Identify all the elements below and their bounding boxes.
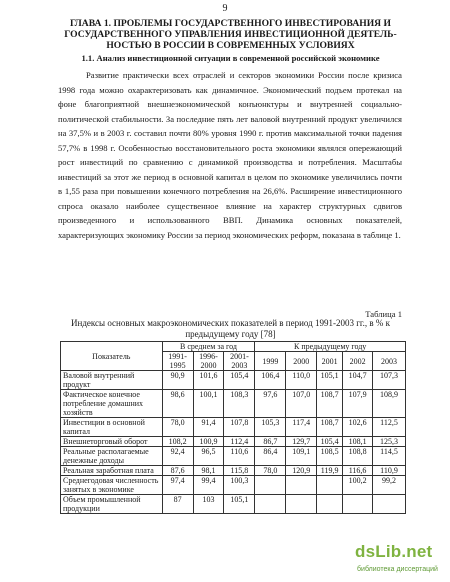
table-cell: 98,1	[193, 466, 224, 476]
header-period: 2001-2003	[224, 352, 255, 371]
row-label: Реальная заработная плата	[61, 466, 163, 476]
table-cell: 87	[162, 495, 193, 514]
row-label: Фактическое конечное потребление домашних хозяйств	[61, 390, 163, 418]
header-year: 2001	[317, 352, 343, 371]
table-cell: 108,8	[343, 447, 373, 466]
header-year: 1999	[255, 352, 286, 371]
table-cell	[317, 495, 343, 514]
table-cell: 92,4	[162, 447, 193, 466]
row-label: Валовой внутренний продукт	[61, 371, 163, 390]
table-cell: 91,4	[193, 418, 224, 437]
table-row	[61, 390, 406, 418]
table-cell: 86,7	[255, 437, 286, 447]
table-cell: 115,8	[224, 466, 255, 476]
table-cell	[343, 495, 373, 514]
header-group-previous: К предыдущему году	[255, 342, 406, 352]
table-cell: 87,6	[162, 466, 193, 476]
table-cell: 102,6	[343, 418, 373, 437]
table-cell: 108,7	[317, 418, 343, 437]
table-cell: 100,3	[224, 476, 255, 495]
table-cell	[286, 495, 317, 514]
table-cell: 90,9	[162, 371, 193, 390]
table-body	[61, 371, 406, 514]
table-cell: 112,4	[224, 437, 255, 447]
table-cell: 108,9	[373, 390, 406, 418]
chapter-title: ГЛАВА 1. ПРОБЛЕМЫ ГОСУДАРСТВЕННОГО ИНВЕСТИРОВАНИЯ И ГОСУДАРСТВЕННОГО УПРАВЛЕНИЯ ИНВЕСТИЦИОННОЙ ДЕЯТЕЛЬ-НОСТЬЮ В РОССИИ В СОВРЕМЕННЫХ УСЛОВИЯХ	[64, 18, 397, 51]
page-number: 9	[222, 3, 228, 14]
header-group-average: В среднем за год	[162, 342, 255, 352]
table-row	[61, 418, 406, 437]
table-cell: 104,7	[343, 371, 373, 390]
table-cell: 119,9	[317, 466, 343, 476]
table-cell	[317, 476, 343, 495]
table-row	[61, 495, 406, 514]
watermark-subtitle: библиотека диссертаций	[357, 566, 438, 573]
table-cell: 105,4	[224, 371, 255, 390]
table-cell: 105,3	[255, 418, 286, 437]
header-period: 1991-1995	[162, 352, 193, 371]
table-row	[61, 447, 406, 466]
table-cell: 97,4	[162, 476, 193, 495]
table-cell	[255, 495, 286, 514]
table-cell	[373, 495, 406, 514]
table-cell: 99,4	[193, 476, 224, 495]
table-cell: 103	[193, 495, 224, 514]
table-cell: 129,7	[286, 437, 317, 447]
paragraph: Развитие практически всех отраслей и секторов экономики России после кризиса 1998 года можно охарактеризовать как динамичное. Экономический подъем протекал на фоне благоприятной внешнеэкономической конъюнктуры и внутренней социально-политической стабильности. За последние пять лет валовой внутренний продукт увеличился на 37,5% и в 2003 г. составил почти 80% уровня 1990 г. против максимальной точки падения 57,7% в 1998 г. Особенностью восстановительного роста экономики являлся опережающий рост инвестиций по сравнению с динамикой производства и потребления. Масштабы инвестиций за этот же период в основной капитал в целом по экономике увеличились почти в 1,55 раза при повышении конечного потребления на 26,6%. Расширение инвестиционного спроса оказало наиболее существенное влияние на характер структурных сдвигов произведенного и использованного ВВП. Динамика основных показателей, характеризующих экономику России за период экономических реформ, показана в таблице 1.	[58, 70, 402, 240]
table-cell: 105,4	[317, 437, 343, 447]
table-cell: 107,8	[224, 418, 255, 437]
table-cell: 114,5	[373, 447, 406, 466]
table-cell: 110,6	[224, 447, 255, 466]
table-cell: 78,0	[162, 418, 193, 437]
table-cell: 100,1	[193, 390, 224, 418]
table-cell: 99,2	[373, 476, 406, 495]
table-cell: 108,1	[343, 437, 373, 447]
watermark	[345, 542, 450, 582]
table-cell: 98,6	[162, 390, 193, 418]
header-year: 2000	[286, 352, 317, 371]
header-year: 2003	[373, 352, 406, 371]
header-year: 2002	[343, 352, 373, 371]
table-cell: 107,3	[373, 371, 406, 390]
table-cell: 105,1	[224, 495, 255, 514]
row-label: Среднегодовая численность занятых в экономике	[61, 476, 163, 495]
table-cell: 110,9	[373, 466, 406, 476]
table-cell: 100,2	[343, 476, 373, 495]
row-label: Объем промышленной продукции	[61, 495, 163, 514]
table-cell: 120,9	[286, 466, 317, 476]
header-indicator: Показатель	[61, 342, 163, 371]
table-row	[61, 437, 406, 447]
table-cell: 108,2	[162, 437, 193, 447]
table-cell: 108,5	[317, 447, 343, 466]
table-cell: 110,0	[286, 371, 317, 390]
table-cell: 107,9	[343, 390, 373, 418]
table-cell: 86,4	[255, 447, 286, 466]
table-title: Индексы основных макроэкономических показателей в период 1991-2003 гг., в % к предыдущему году [78]	[71, 318, 390, 339]
table-cell: 101,6	[193, 371, 224, 390]
table-cell: 100,9	[193, 437, 224, 447]
row-label: Реальные располагаемые денежные доходы	[61, 447, 163, 466]
row-label: Инвестиции в основной капитал	[61, 418, 163, 437]
table-row	[61, 371, 406, 390]
table-cell: 96,5	[193, 447, 224, 466]
row-label: Внешнеторговый оборот	[61, 437, 163, 447]
table-cell	[286, 476, 317, 495]
table-cell: 125,3	[373, 437, 406, 447]
table-cell: 117,4	[286, 418, 317, 437]
table-cell: 97,6	[255, 390, 286, 418]
table-cell: 116,6	[343, 466, 373, 476]
table-cell: 108,7	[317, 390, 343, 418]
section-title: 1.1. Анализ инвестиционной ситуации в современной российской экономике	[81, 53, 380, 63]
header-period: 1996-2000	[193, 352, 224, 371]
table-cell: 106,4	[255, 371, 286, 390]
table-cell	[255, 476, 286, 495]
table-cell: 109,1	[286, 447, 317, 466]
body-text	[58, 68, 402, 242]
table-cell: 112,5	[373, 418, 406, 437]
table-row	[61, 466, 406, 476]
watermark-logo: dsLib.net	[355, 542, 433, 561]
table-cell: 105,1	[317, 371, 343, 390]
table-cell: 107,0	[286, 390, 317, 418]
table-cell: 108,3	[224, 390, 255, 418]
table-row	[61, 476, 406, 495]
table-caption: Таблица 1	[365, 309, 402, 319]
indicators-table	[60, 341, 406, 514]
table-cell: 78,0	[255, 466, 286, 476]
